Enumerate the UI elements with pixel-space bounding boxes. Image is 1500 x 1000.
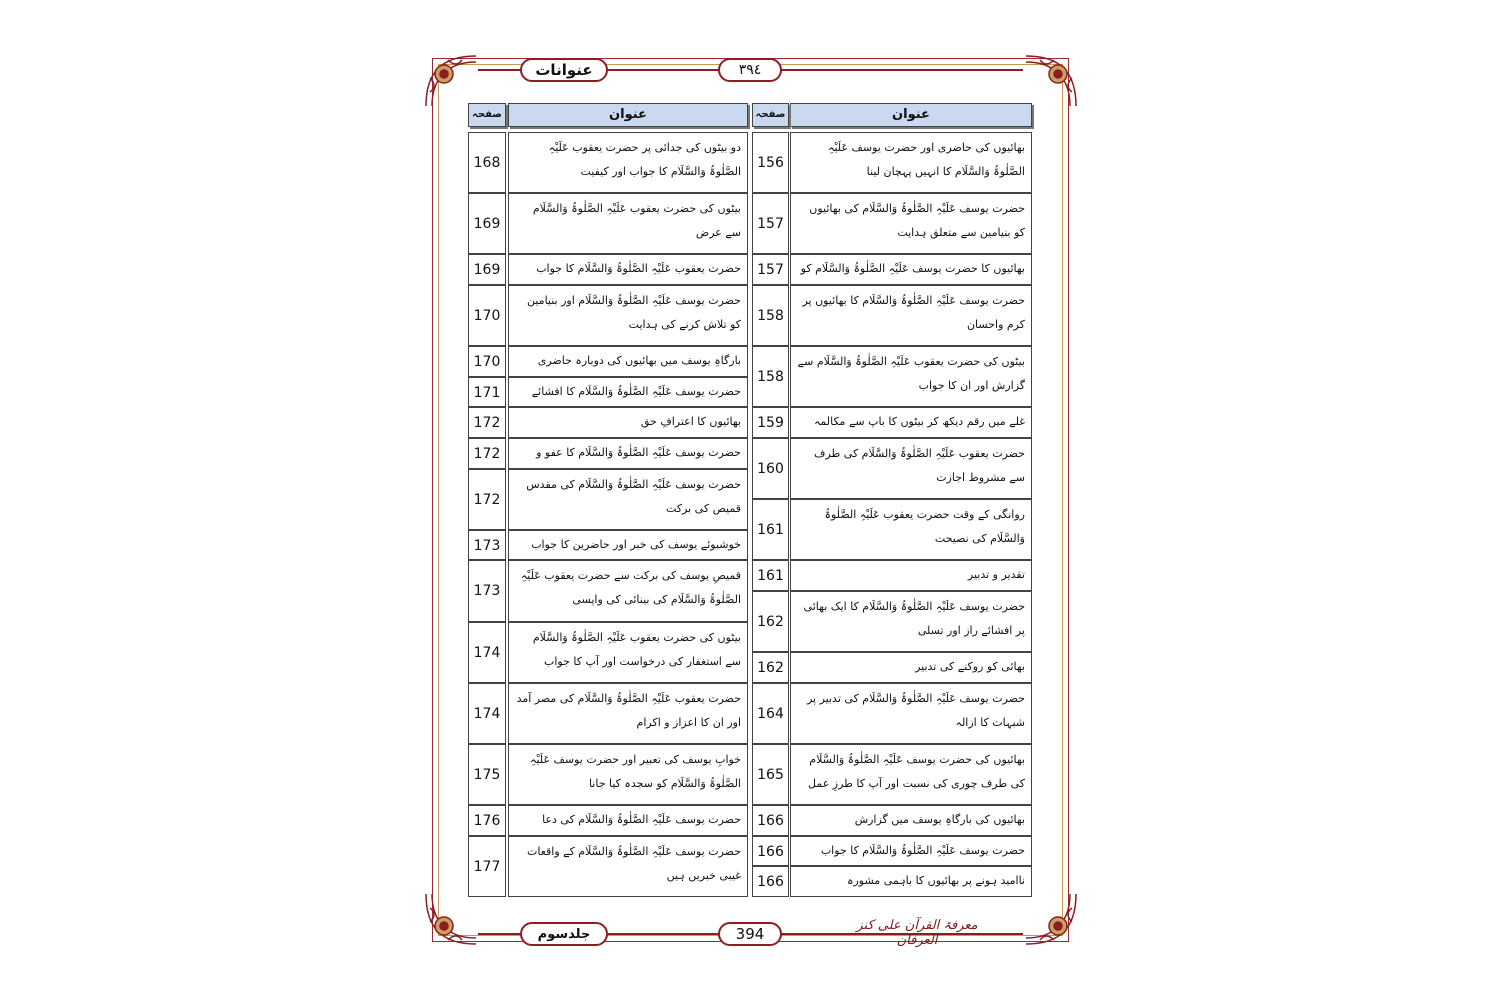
corner-ornament-icon	[1022, 890, 1080, 948]
toc-entry-page[interactable]: 168	[468, 132, 506, 193]
toc-entry-title[interactable]: قمیصِ یوسف کی برکت سے حضرت یعقوب عَلَیْہِ الصَّلٰوۃُ وَالسَّلَام کی بینائی کی واپسی	[508, 560, 748, 621]
toc-entry-title[interactable]: دو بیٹوں کی جدائی پر حضرت یعقوب عَلَیْہِ الصَّلٰوۃُ وَالسَّلَام کا جواب اور کیفیت	[508, 132, 748, 193]
toc-entry-page[interactable]: 166	[752, 805, 789, 836]
toc-entry-page[interactable]: 162	[752, 591, 789, 652]
page-number-top: ۳۹٤	[718, 58, 782, 82]
toc-entry-page[interactable]: 173	[468, 560, 506, 621]
toc-entry-page[interactable]: 157	[752, 254, 789, 285]
toc-entry-title[interactable]: بیٹوں کی حضرت یعقوب عَلَیْہِ الصَّلٰوۃُ وَالسَّلَام سے استغفار کی درخواست اور آپ کا جواب	[508, 622, 748, 683]
toc-entry-page[interactable]: 170	[468, 285, 506, 346]
toc-entry-title[interactable]: حضرت یوسف عَلَیْہِ الصَّلٰوۃُ وَالسَّلَام کا جواب	[790, 836, 1032, 867]
toc-entry-page[interactable]: 176	[468, 805, 506, 836]
toc-entry-page[interactable]: 165	[752, 744, 789, 805]
toc-entry-title[interactable]: بیٹوں کی حضرت یعقوب عَلَیْہِ الصَّلٰوۃُ وَالسَّلَام سے عرض	[508, 193, 748, 254]
volume-label: جلدسوم	[520, 922, 608, 946]
toc-entry-title[interactable]: حضرت یعقوب عَلَیْہِ الصَّلٰوۃُ وَالسَّلَام کی مصر آمد اور ان کا اعزاز و اکرام	[508, 683, 748, 744]
header-page: صفحہ	[752, 103, 789, 127]
toc-entry-title[interactable]: حضرت یوسف عَلَیْہِ الصَّلٰوۃُ وَالسَّلَام کا افشائے	[508, 377, 748, 408]
toc-entry-title[interactable]: ناامید ہونے پر بھائیوں کا باہمی مشورہ	[790, 866, 1032, 897]
toc-entry-title[interactable]: روانگی کے وقت حضرت یعقوب عَلَیْہِ الصَّلٰوۃُ وَالسَّلَام کی نصیحت	[790, 499, 1032, 560]
toc-entry-page[interactable]: 174	[468, 683, 506, 744]
toc-entry-page[interactable]: 172	[468, 438, 506, 469]
toc-entry-title[interactable]: حضرت یوسف عَلَیْہِ الصَّلٰوۃُ وَالسَّلَام کے واقعات غیبی خبریں ہیں	[508, 836, 748, 897]
toc-entry-title[interactable]: حضرت یوسف عَلَیْہِ الصَّلٰوۃُ وَالسَّلَام کی دعا	[508, 805, 748, 836]
toc-entry-page[interactable]: 175	[468, 744, 506, 805]
toc-entry-title[interactable]: بھائی کو روکنے کی تدبیر	[790, 652, 1032, 683]
toc-entry-page[interactable]: 156	[752, 132, 789, 193]
toc-entry-page[interactable]: 169	[468, 193, 506, 254]
toc-entry-title[interactable]: غلے میں رقم دیکھ کر بیٹوں کا باپ سے مکالمہ	[790, 407, 1032, 438]
toc-entry-title[interactable]: بھائیوں کی حضرت یوسف عَلَیْہِ الصَّلٰوۃُ وَالسَّلَام کی طرف چوری کی نسبت اور آپ کا طرزِ عمل	[790, 744, 1032, 805]
corner-ornament-icon	[1022, 52, 1080, 110]
toc-entry-page[interactable]: 164	[752, 683, 789, 744]
toc-entry-title[interactable]: بارگاہِ یوسف میں بھائیوں کی دوبارہ حاضری	[508, 346, 748, 377]
toc-entry-title[interactable]: حضرت یوسف عَلَیْہِ الصَّلٰوۃُ وَالسَّلَام کا ایک بھائی پر افشائے راز اور تسلی	[790, 591, 1032, 652]
toc-entry-page[interactable]: 158	[752, 285, 789, 346]
corner-ornament-icon	[422, 52, 480, 110]
toc-entry-page[interactable]: 170	[468, 346, 506, 377]
toc-entry-page[interactable]: 177	[468, 836, 506, 897]
toc-entry-title[interactable]: بھائیوں کا اعترافِ حق	[508, 407, 748, 438]
header-topic: عنوان	[508, 103, 748, 127]
toc-entry-page[interactable]: 161	[752, 499, 789, 560]
section-title: عنوانات	[520, 58, 608, 82]
toc-entry-page[interactable]: 166	[752, 866, 789, 897]
toc-entry-title[interactable]: حضرت یوسف عَلَیْہِ الصَّلٰوۃُ وَالسَّلَام کا بھائیوں پر کرم واحسان	[790, 285, 1032, 346]
toc-entry-title[interactable]: حضرت یعقوب عَلَیْہِ الصَّلٰوۃُ وَالسَّلَام کی طرف سے مشروط اجازت	[790, 438, 1032, 499]
toc-entry-page[interactable]: 171	[468, 377, 506, 408]
toc-entry-page[interactable]: 172	[468, 407, 506, 438]
toc-entry-page[interactable]: 169	[468, 254, 506, 285]
toc-entry-title[interactable]: خوابِ یوسف کی تعبیر اور حضرت یوسف عَلَیْہِ الصَّلٰوۃُ وَالسَّلَام کو سجدہ کیا جانا	[508, 744, 748, 805]
toc-entry-title[interactable]: تقدیر و تدبیر	[790, 560, 1032, 591]
toc-entry-title[interactable]: حضرت یوسف عَلَیْہِ الصَّلٰوۃُ وَالسَّلَام کی تدبیر پر شبہات کا ازالہ	[790, 683, 1032, 744]
book-title-calligraphy: معرفۃ القرآن علی کنز العرفان	[856, 918, 978, 948]
toc-entry-page[interactable]: 158	[752, 346, 789, 407]
toc-entry-page[interactable]: 160	[752, 438, 789, 499]
toc-entry-page[interactable]: 162	[752, 652, 789, 683]
toc-entry-title[interactable]: حضرت یوسف عَلَیْہِ الصَّلٰوۃُ وَالسَّلَام کی مقدس قمیص کی برکت	[508, 469, 748, 530]
toc-entry-page[interactable]: 157	[752, 193, 789, 254]
toc-entry-title[interactable]: حضرت یوسف عَلَیْہِ الصَّلٰوۃُ وَالسَّلَام اور بنیامین کو تلاش کرنے کی ہدایت	[508, 285, 748, 346]
toc-entry-title[interactable]: بھائیوں کی حاضری اور حضرت یوسف عَلَیْہِ الصَّلٰوۃُ وَالسَّلَام کا انہیں پہچان لینا	[790, 132, 1032, 193]
toc-entry-title[interactable]: خوشبوئے یوسف کی خبر اور حاضرین کا جواب	[508, 530, 748, 561]
toc-entry-page[interactable]: 161	[752, 560, 789, 591]
corner-ornament-icon	[422, 890, 480, 948]
toc-entry-title[interactable]: حضرت یوسف عَلَیْہِ الصَّلٰوۃُ وَالسَّلَام کی بھائیوں کو بنیامین سے متعلق ہدایت	[790, 193, 1032, 254]
toc-entry-page[interactable]: 174	[468, 622, 506, 683]
toc-entry-title[interactable]: بھائیوں کا حضرت یوسف عَلَیْہِ الصَّلٰوۃُ وَالسَّلَام کو	[790, 254, 1032, 285]
toc-entry-page[interactable]: 166	[752, 836, 789, 867]
toc-entry-title[interactable]: بھائیوں کی بارگاہِ یوسف میں گزارش	[790, 805, 1032, 836]
toc-entry-page[interactable]: 159	[752, 407, 789, 438]
toc-entry-page[interactable]: 173	[468, 530, 506, 561]
toc-entry-title[interactable]: حضرت یوسف عَلَیْہِ الصَّلٰوۃُ وَالسَّلَام کا عفو و	[508, 438, 748, 469]
header-page: صفحہ	[468, 103, 506, 127]
toc-entry-title[interactable]: حضرت یعقوب عَلَیْہِ الصَّلٰوۃُ وَالسَّلَام کا جواب	[508, 254, 748, 285]
toc-entry-title[interactable]: بیٹوں کی حضرت یعقوب عَلَیْہِ الصَّلٰوۃُ وَالسَّلَام سے گزارش اور ان کا جواب	[790, 346, 1032, 407]
toc-entry-page[interactable]: 172	[468, 469, 506, 530]
header-topic: عنوان	[790, 103, 1032, 127]
page-number-bottom: 394	[718, 922, 782, 946]
